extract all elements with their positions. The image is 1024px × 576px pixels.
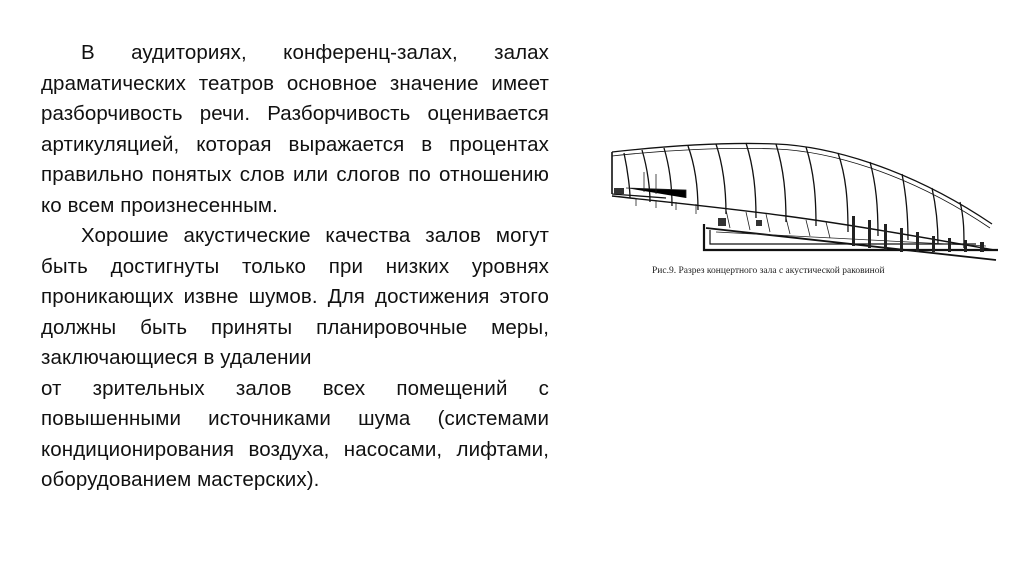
concert-hall-section-figure <box>606 132 1006 282</box>
paragraph-noise-levels: Хорошие акустические качества залов могут быть достигнуты только при низких уровнях проникающих извне шумов. Для достижения этого должны быть приняты планировочные меры, заключающиеся в удалении <box>41 224 549 369</box>
paragraph-speech-intelligibility: В аудиториях, конференц-залах, залах драматических театров основное значение имеет разборчивость речи. Разборчивость оценивается артикуляцией, которая выражается в процентах правильно понятых слов или слогов по отношению ко всем произнесенным. <box>41 41 549 217</box>
concert-hall-section-drawing <box>606 132 1006 282</box>
paragraph-noise-sources: от зрительных залов всех помещений с повышенными источниками шума (системами кондиционирования воздуха, насосами, лифтами, оборудованием мастерских). <box>41 376 549 491</box>
body-text <box>41 38 549 496</box>
figure-caption: Рис.9. Разрез концертного зала с акустической раковиной <box>652 266 885 276</box>
